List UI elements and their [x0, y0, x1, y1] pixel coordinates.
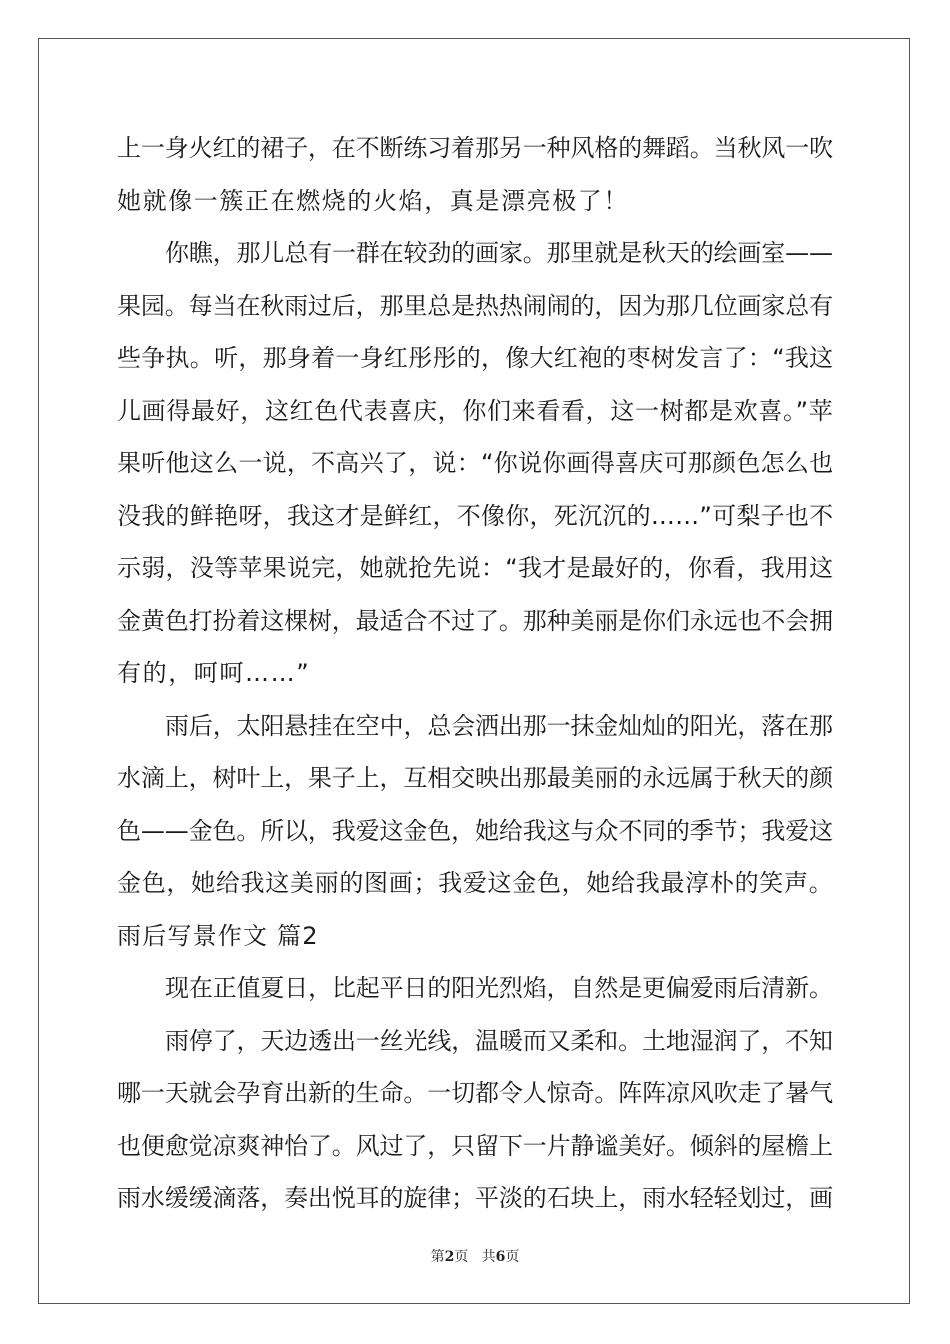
text-line: 雨后，太阳悬挂在空中，总会洒出那一抹金灿灿的阳光，落在那 [165, 711, 833, 740]
text-line: 些争执。听，那身着一身红彤彤的，像大红袍的枣树发言了：“我这 [117, 344, 834, 372]
text-line: 有的，呵呵……” [117, 659, 311, 687]
text-line: 你瞧，那儿总有一群在较劲的画家。那里就是秋天的绘画室—— [165, 239, 833, 267]
section-heading: 雨后写景作文 篇2 [117, 921, 319, 950]
total-suffix: 页 [505, 1249, 520, 1265]
text-line: 雨停了，天边透出一丝光线，温暖而又柔和。土地湿润了，不知 [165, 1026, 833, 1055]
text-line: 果听他这么一说，不高兴了，说：“你说你画得喜庆可那颜色怎么也 [117, 449, 834, 477]
total-pages: 6 [495, 1249, 506, 1265]
text-line: 她就像一簇正在燃烧的火焰，真是漂亮极了！ [117, 186, 629, 215]
page-prefix: 第 [430, 1249, 445, 1265]
text-line: 现在正值夏日，比起平日的阳光烈焰，自然是更偏爱雨后清新。 [165, 974, 833, 1002]
text-line: 水滴上，树叶上，果子上，互相交映出那最美丽的永远属于秋天的颜 [117, 764, 833, 792]
text-line: 雨水缓缓滴落，奏出悦耳的旋律；平淡的石块上，雨水轻轻划过，画 [117, 1184, 833, 1212]
text-line: 果园。每当在秋雨过后，那里总是热热闹闹的，因为那几位画家总有 [117, 291, 833, 320]
text-line: 金色，她给我这美丽的图画；我爱这金色，她给我最淳朴的笑声。 [117, 869, 834, 897]
text-line: 上一身火红的裙子，在不断练习着那另一种风格的舞蹈。当秋风一吹 [117, 134, 833, 162]
page-footer [0, 1246, 950, 1266]
document-body [117, 122, 833, 1225]
text-line: 也便愈觉凉爽神怡了。风过了，只留下一片静谧美好。倾斜的屋檐上 [117, 1131, 833, 1160]
text-line: 哪一天就会孕育出新的生命。一切都令人惊奇。阵阵凉风吹走了暑气 [117, 1079, 833, 1107]
page-number: 2 [444, 1249, 455, 1265]
total-prefix: 共 [481, 1249, 496, 1265]
text-line: 色——金色。所以，我爱这金色，她给我这与众不同的季节；我爱这 [117, 816, 833, 845]
page-suffix: 页 [454, 1249, 469, 1265]
text-line: 没我的鲜艳呀，我这才是鲜红，不像你，死沉沉的……”可梨子也不 [117, 501, 834, 530]
text-line: 示弱，没等苹果说完，她就抢先说：“我才是最好的，你看，我用这 [117, 554, 834, 582]
text-line: 儿画得最好，这红色代表喜庆，你们来看看，这一树都是欢喜。”苹 [117, 396, 834, 425]
text-line: 金黄色打扮着这棵树，最适合不过了。那种美丽是你们永远也不会拥 [117, 606, 833, 635]
